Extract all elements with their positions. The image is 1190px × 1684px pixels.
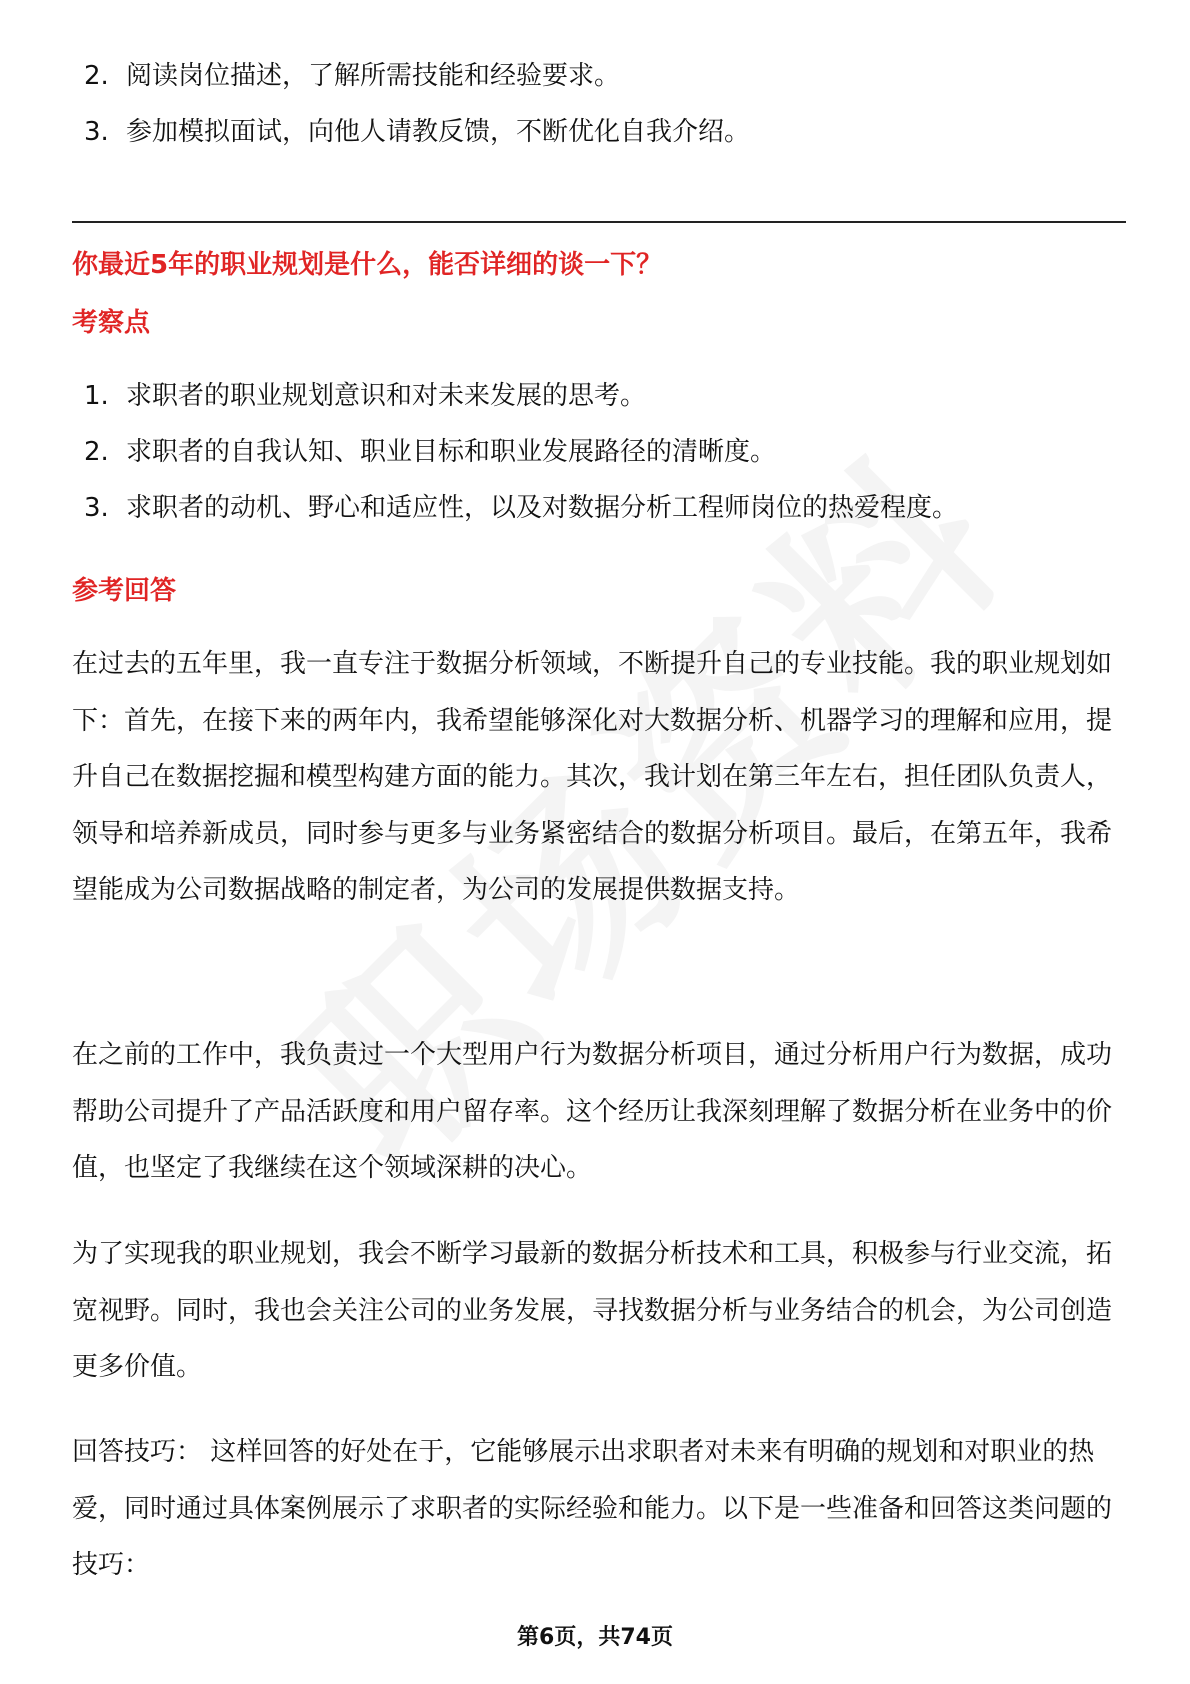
question-heading: 你最近5年的职业规划是什么，能否详细的谈一下？ — [72, 250, 663, 280]
list-number: 1. — [84, 381, 109, 411]
list-number: 3. — [84, 493, 109, 523]
list-item — [84, 48, 750, 104]
page-footer: 第6页，共74页 — [517, 1625, 673, 1650]
list-text: 参加模拟面试，向他人请教反馈，不断优化自我介绍。 — [126, 117, 751, 147]
list-text: 阅读岗位描述，了解所需技能和经验要求。 — [126, 61, 621, 91]
focus-ordered-list — [84, 368, 958, 536]
section-divider — [72, 221, 1126, 223]
list-number: 2. — [84, 437, 109, 467]
list-text: 求职者的动机、野心和适应性，以及对数据分析工程师岗位的热爱程度。 — [126, 493, 959, 523]
list-number: 3. — [84, 117, 109, 147]
list-item — [84, 104, 750, 160]
answer-paragraph: 为了实现我的职业规划，我会不断学习最新的数据分析技术和工具，积极参与行业交流，拓宽视野。同时，我也会关注公司的业务发展，寻找数据分析与业务结合的机会，为公司创造更多价值。 — [72, 1239, 1113, 1382]
answer-paragraph: 在之前的工作中，我负责过一个大型用户行为数据分析项目，通过分析用户行为数据，成功帮助公司提升了产品活跃度和用户留存率。这个经历让我深刻理解了数据分析在业务中的价值，也坚定了我继续在这个领域深耕的决心。 — [72, 1040, 1113, 1183]
answer-paragraph: 在过去的五年里，我一直专注于数据分析领域，不断提升自己的专业技能。我的职业规划如下：首先，在接下来的两年内，我希望能够深化对大数据分析、机器学习的理解和应用，提升自己在数据挖掘和模型构建方面的能力。其次，我计划在第三年左右，担任团队负责人，领导和培养新成员，同时参与更多与业务紧密结合的数据分析项目。最后，在第五年，我希望能成为公司数据战略的制定者，为公司的发展提供数据支持。 — [72, 649, 1113, 905]
list-item — [84, 368, 958, 424]
list-item — [84, 480, 958, 536]
focus-heading: 考察点 — [72, 308, 151, 338]
list-item — [84, 424, 958, 480]
tips-paragraph: 回答技巧： 这样回答的好处在于，它能够展示出求职者对未来有明确的规划和对职业的热爱，同时通过具体案例展示了求职者的实际经验和能力。以下是一些准备和回答这类问题的技巧： — [72, 1437, 1113, 1580]
list-number: 2. — [84, 61, 109, 91]
list-text: 求职者的自我认知、职业目标和职业发展路径的清晰度。 — [126, 437, 777, 467]
top-ordered-list — [84, 48, 750, 160]
list-text: 求职者的职业规划意识和对未来发展的思考。 — [126, 381, 647, 411]
answer-heading: 参考回答 — [72, 576, 177, 606]
